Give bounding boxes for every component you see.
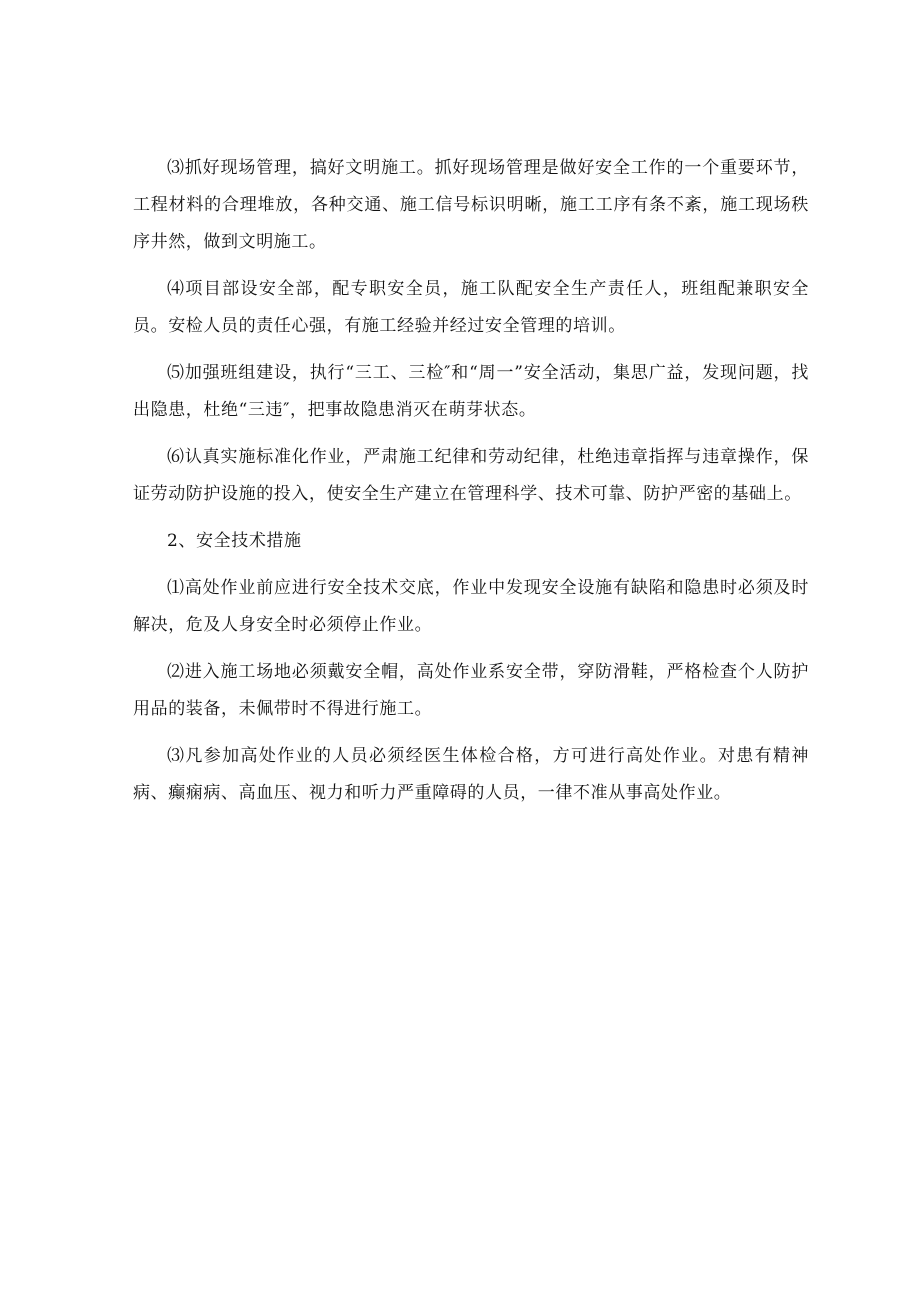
document-body <box>133 150 809 822</box>
paragraph-safety-department: ⑷项目部设安全部，配专职安全员，施工队配安全生产责任人，班组配兼职安全员。安检人员的责任心强，有施工经验并经过安全管理的培训。 <box>133 279 809 336</box>
paragraph-team-building: ⑸加强班组建设，执行“三工、三检″和“周一”安全活动，集思广益，发现问题，找出隐患，杜绝“三违″，把事故隐患消灭在萌芽状态。 <box>133 363 809 420</box>
section-heading: 2、安全技术措施 <box>167 531 302 551</box>
paragraph-standardized-work: ⑹认真实施标准化作业，严肃施工纪律和劳动纪律，杜绝违章指挥与违章操作，保证劳动防护设施的投入，使安全生产建立在管理科学、技术可靠、防护严密的基础上。 <box>133 447 809 504</box>
paragraph-site-management: ⑶抓好现场管理，搞好文明施工。抓好现场管理是做好安全工作的一个重要环节，工程材料的合理堆放，各种交通、施工信号标识明晰，施工工序有条不紊，施工现场秩序井然，做到文明施工。 <box>133 158 809 252</box>
paragraph-technical-briefing: ⑴高处作业前应进行安全技术交底，作业中发现安全设施有缺陷和隐患时必须及时解决，危及人身安全时必须停止作业。 <box>133 578 809 635</box>
paragraph-protective-equipment: ⑵进入施工场地必须戴安全帽，高处作业系安全带，穿防滑鞋，严格检查个人防护用品的装备，未佩带时不得进行施工。 <box>133 662 809 719</box>
paragraph-health-check: ⑶凡参加高处作业的人员必须经医生体检合格，方可进行高处作业。对患有精神病、癫痫病、高血压、视力和听力严重障碍的人员，一律不准从事高处作业。 <box>133 746 809 803</box>
